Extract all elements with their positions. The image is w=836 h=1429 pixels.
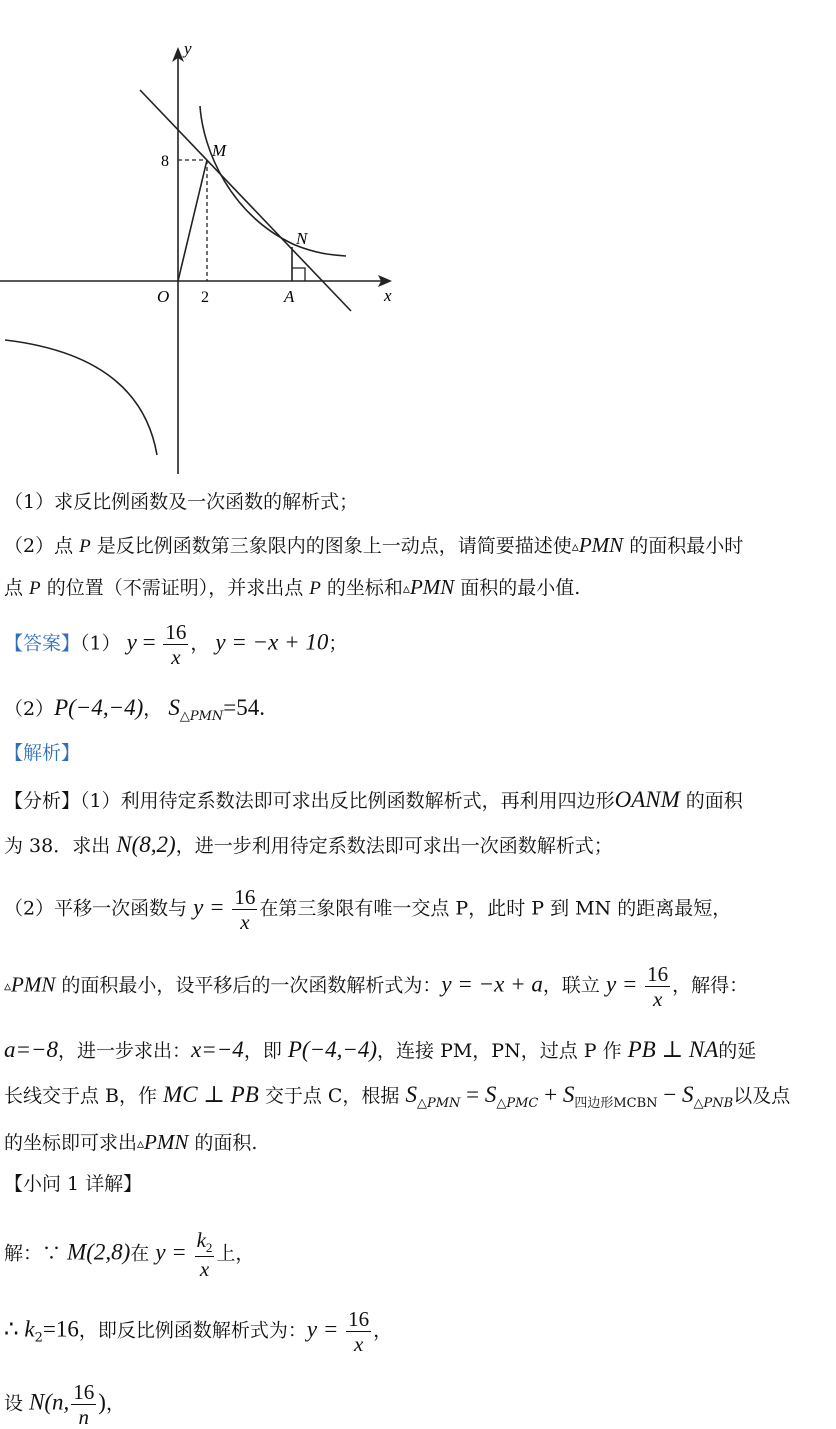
detail-heading: 【小问 1 详解】 — [4, 1173, 143, 1195]
answer-line-1: 【答案】（1） y = $\frac{16}{x}$ ， y = −x + 10； — [4, 620, 348, 670]
right-angle-mark — [292, 268, 305, 281]
hyperbola-branch-q1 — [200, 106, 346, 256]
answer-tag: 【答案】 — [4, 632, 81, 655]
fraction-k2-over-x: $\frac{k_2}{x}$ — [196, 1228, 213, 1281]
analysis-line-4: ▵PMN 的面积最小，设平移后的一次函数解析式为：y = −x + a，联立 y = $\frac{16}{x}$ ，解得： — [4, 962, 749, 1012]
label-point-a: A — [284, 287, 295, 306]
hyperbola-branch-q3 — [5, 340, 157, 455]
linear-function-line — [140, 90, 351, 311]
jiexi-heading: 【解析】 — [4, 742, 81, 764]
label-point-n: N — [296, 229, 308, 248]
fraction-16-over-x: $\frac{16}{x}$ — [234, 885, 256, 935]
detail-line-2: ∴ $k_2=16$，即反比例函数解析式为：y = $\frac{16}{x}$ ， — [4, 1307, 393, 1357]
question-2-line-2: 点 P 的位置（不需证明），并求出点 P 的坐标和▵PMN 面积的最小值. — [4, 575, 581, 599]
detail-line-3: 设 N(n, $\frac{16}{n}$ )， — [4, 1380, 125, 1429]
label-tick-8: 8 — [161, 153, 169, 170]
analysis-line-3: （2）平移一次函数与 y = $\frac{16}{x}$ 在第三象限有唯一交点 P，此时 P 到 MN 的距离最短， — [4, 885, 732, 935]
detail-line-1: 解：∵ M(2,8)在 y = $\frac{k_2}{x}$ 上， — [4, 1228, 255, 1281]
analysis-line-1: 【分析】（1）利用待定系数法即可求出反比例函数解析式，再利用四边形OANM 的面积 — [4, 787, 743, 812]
question-2-line-1: （2）点 P 是反比例函数第三象限内的图象上一动点，请简要描述使▵PMN 的面积最小时 — [4, 533, 744, 557]
answer-line-2: （2）P(−4,−4)， $S_{\triangle PMN}=54$. — [4, 695, 265, 724]
fraction-16-over-x: $\frac{16}{x}$ — [348, 1307, 370, 1357]
question-1: （1）求反比例函数及一次函数的解析式； — [4, 491, 359, 513]
fraction-16-over-x: $\frac{16}{x}$ — [165, 620, 187, 670]
label-tick-2: 2 — [201, 289, 209, 306]
label-point-m: M — [212, 141, 227, 160]
analysis-line-7: 的坐标即可求出▵PMN 的面积. — [4, 1130, 258, 1154]
label-x: x — [384, 286, 392, 305]
label-y: y — [184, 39, 192, 58]
analysis-line-5: a=−8，进一步求出：x=−4，即 P(−4,−4)，连接 PM，PN，过点 P 作 PB ⊥ NA的延 — [4, 1037, 757, 1062]
coordinate-figure — [0, 30, 420, 480]
label-origin: O — [157, 287, 170, 306]
analysis-line-2: 为 38．求出 N(8,2)，进一步利用待定系数法即可求出一次函数解析式； — [4, 832, 613, 857]
segment-om — [178, 160, 207, 281]
analysis-line-6: 长线交于点 B，作 MC ⊥ PB 交于点 C，根据 $S_{\triangle PMN} = S_{\triangle PMC} + S_{四边形MCBN} - S_{\triangle PNB}$以及点 — [4, 1082, 791, 1111]
fraction-16-over-n: $\frac{16}{n}$ — [73, 1380, 95, 1429]
fraction-16-over-x: $\frac{16}{x}$ — [647, 962, 669, 1012]
graph-svg — [0, 30, 420, 480]
